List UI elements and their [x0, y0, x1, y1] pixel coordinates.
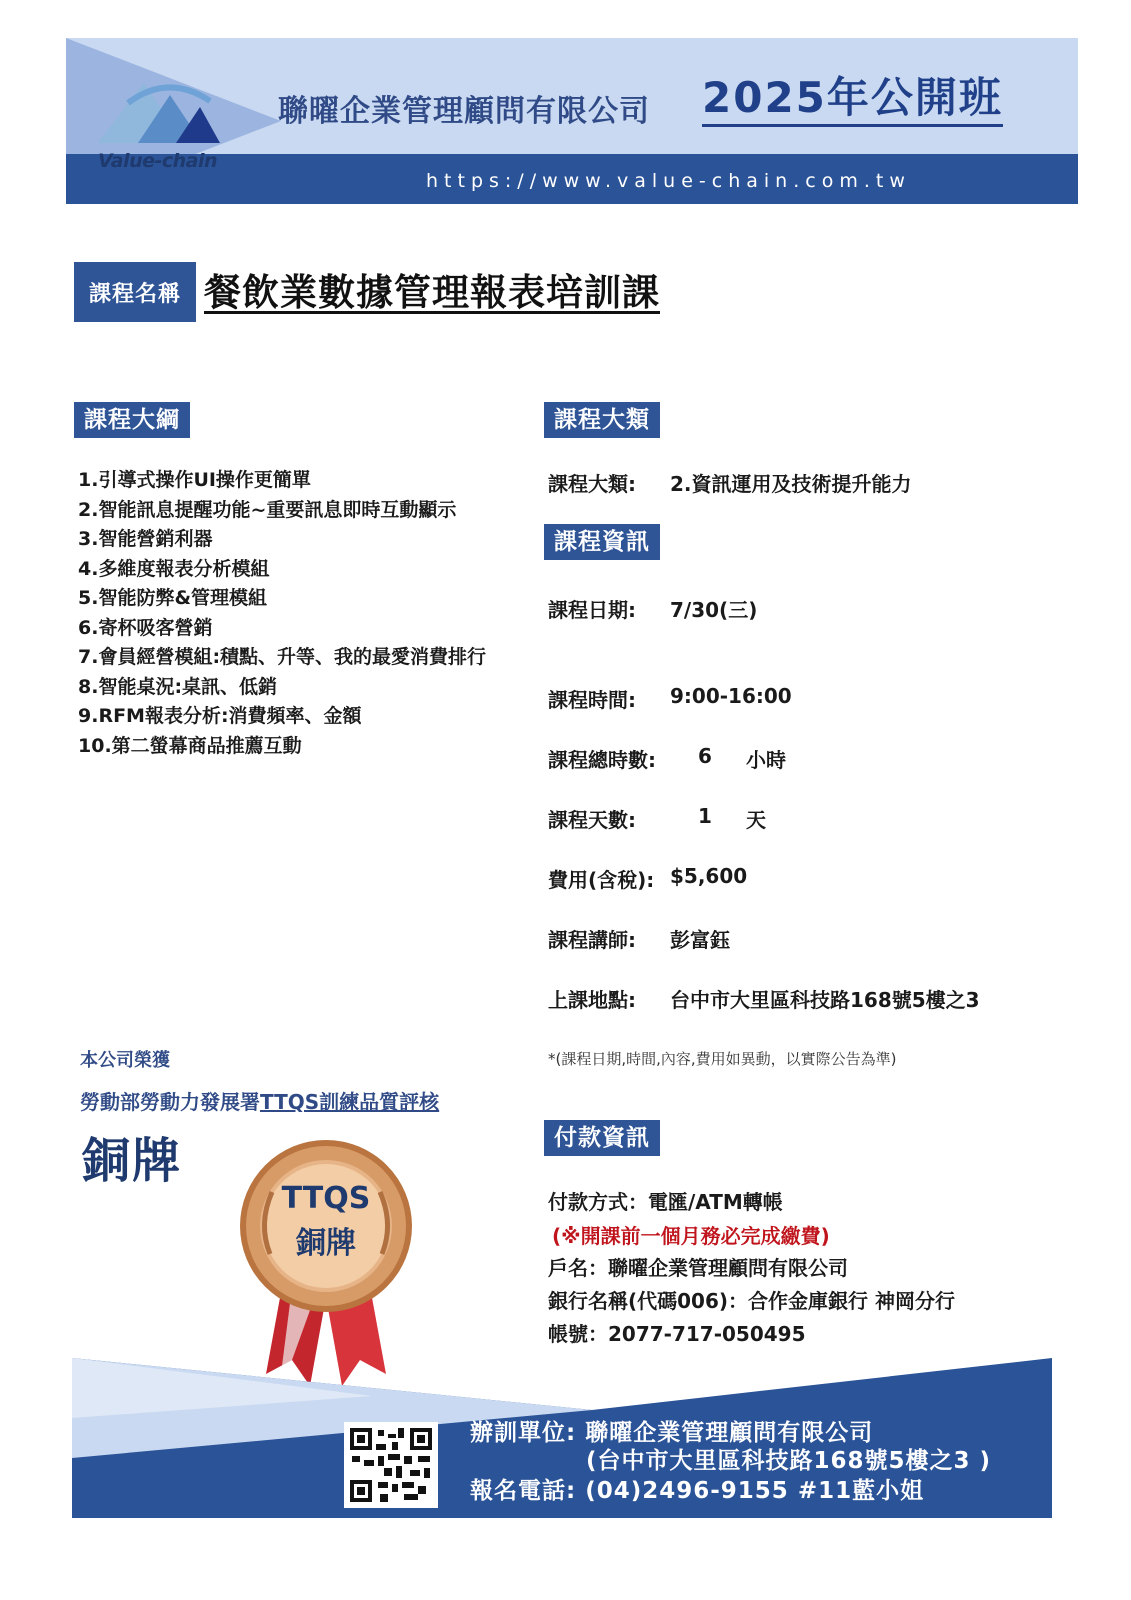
- list-item: 10.第二螢幕商品推薦互動: [78, 734, 302, 757]
- header-banner: [66, 38, 1078, 204]
- hours-row: [548, 744, 786, 773]
- time-row: [548, 684, 792, 713]
- date-label: 課程日期:: [548, 598, 636, 622]
- payment-method: 付款方式：電匯/ATM轉帳: [548, 1190, 783, 1214]
- list-item: 6.寄杯吸客營銷: [78, 616, 213, 639]
- qr-code-icon: [348, 1426, 434, 1504]
- list-item: 7.會員經營模組:積點、升等、我的最愛消費排行: [78, 646, 487, 668]
- fee-value: $5,600: [670, 864, 748, 888]
- footer-phone[interactable]: 報名電話: (04)2496-9155 #11藍小姐: [470, 1478, 925, 1504]
- account-number: 帳號：2077-717-050495: [548, 1322, 806, 1346]
- award-intro: 本公司榮獲: [80, 1050, 170, 1071]
- value-chain-logo-icon: [98, 73, 228, 159]
- website-url[interactable]: https://www.value-chain.com.tw: [426, 170, 911, 192]
- info-note: *(課程日期,時間,內容,費用如異動，以實際公告為準): [548, 1050, 897, 1068]
- instructor-value: 彭富鈺: [670, 928, 730, 952]
- time-value: 9:00-16:00: [670, 684, 792, 708]
- medal-label-bottom: 銅牌: [296, 1226, 356, 1261]
- fee-label: 費用(含稅):: [548, 868, 655, 892]
- category-label: 課程大類:: [548, 472, 636, 496]
- hours-unit: 小時: [746, 748, 786, 772]
- days-row: [548, 804, 766, 833]
- list-item: 5.智能防弊&管理模組: [78, 587, 268, 609]
- fee-row: [548, 864, 748, 893]
- outline-list: [78, 466, 508, 761]
- footer-address: (台中市大里區科技路168號5樓之3 ): [586, 1448, 992, 1474]
- hours-label: 課程總時數:: [548, 748, 656, 772]
- list-item: 2.智能訊息提醒功能~重要訊息即時互動顯示: [78, 498, 457, 521]
- days-value: 1: [698, 804, 712, 828]
- category-value: 2.資訊運用及技術提升能力: [670, 472, 912, 496]
- course-name-label: 課程名稱: [74, 262, 196, 322]
- location-value: 台中市大里區科技路168號5樓之3: [670, 988, 980, 1012]
- time-label: 課程時間:: [548, 688, 636, 712]
- award-title: [80, 1086, 439, 1115]
- category-heading: 課程大類: [544, 402, 660, 438]
- qr-code[interactable]: [344, 1422, 438, 1508]
- location-label: 上課地點:: [548, 988, 636, 1012]
- instructor-label: 課程講師:: [548, 928, 636, 952]
- payment-warning: (※開課前一個月務必完成繳費): [552, 1224, 830, 1248]
- medal-label-top: TTQS: [281, 1181, 371, 1216]
- award-org: 勞動部勞動力發展署: [80, 1090, 260, 1114]
- footer-organizer: 辦訓單位: 聯曜企業管理顧問有限公司: [470, 1420, 874, 1446]
- days-unit: 天: [746, 808, 766, 832]
- instructor-row: [548, 924, 730, 953]
- date-row: [548, 594, 758, 623]
- list-item: 9.RFM報表分析:消費頻率、金額: [78, 705, 362, 727]
- page-title: 2025年公開班: [702, 72, 1003, 127]
- hours-value: 6: [698, 744, 712, 768]
- account-name: 戶名：聯曜企業管理顧問有限公司: [548, 1256, 848, 1280]
- outline-heading: 課程大綱: [74, 402, 190, 438]
- award-level: 銅牌: [82, 1133, 183, 1189]
- days-label: 課程天數:: [548, 808, 636, 832]
- logo-text: Value-chain: [98, 150, 218, 172]
- list-item: 4.多維度報表分析模組: [78, 557, 270, 580]
- list-item: 1.引導式操作UI操作更簡單: [78, 469, 311, 491]
- date-value: 7/30(三): [670, 598, 758, 622]
- bank-name: 銀行名稱(代碼006)：合作金庫銀行 神岡分行: [548, 1289, 955, 1313]
- info-heading: 課程資訊: [544, 524, 660, 560]
- list-item: 3.智能營銷利器: [78, 528, 213, 550]
- payment-heading: 付款資訊: [544, 1120, 660, 1156]
- list-item: 8.智能桌況:桌訊、低銷: [78, 675, 278, 698]
- course-title: 餐飲業數據管理報表培訓課: [204, 271, 660, 314]
- company-name: 聯曜企業管理顧問有限公司: [278, 94, 650, 129]
- location-row: [548, 984, 980, 1013]
- award-program: TTQS訓練品質評核: [260, 1090, 440, 1114]
- category-row: [548, 468, 912, 497]
